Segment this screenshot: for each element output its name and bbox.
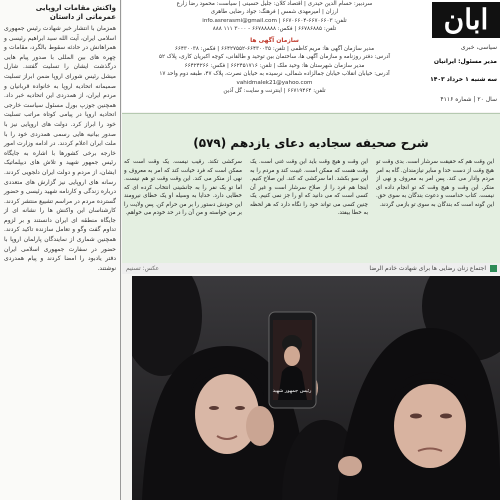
article-column: سرکشی تکند. رقیب نیست. یک وقت است که ممکن است که فرد خیانت کند که امر به معروف و نهی از منکر می کند. این وقت وقت تو هم نیست. اما تو یک نفر را به جانشینی انتخاب کرده ای که خطایی دارد. خدایا به وسیله او یک خطای نیرومند این خودش دستور را بر من حرام کن. پس ولایت را بر من خواسته و من آن را در حد خودم می خواهم. [124,159,242,216]
newspaper-logo-box [432,0,500,112]
ads-line: آدرس: خیابان انقلاب خیابان جمالزاده شمالی، نرسیده به خیابان نصرت، پلاک ۴۷، طبقه دوم واحد ۱۷ [159,71,390,78]
article-column: این وقت هم که حقیقت سرشار است. بدی وقت تو هیچ وقت از دست خدا و سایر نیازمندان. گاه به امر مردم وادار می کند. پس امر به معروف و نهی از منکر. این وقت و هیچ وقت که تو انجام داده ای نیست. کتاب خداست و دعوت بندگان به سوی حق. این گونه است که بندگان به سوی تو بازمی گردند. [376,159,494,208]
left-column-body: همزمان با انتشار خبر شهادت رئیس جمهوری اسلامی ایران، آیت الله سید ابراهیم رئیسی و همراهانش در حادثه سقوط بالگرد، مقامات و چهره های بین المللی با صدور پیام هایی درگذشت ایشان را تسلیت گفتند. شارل میشل رئیس شورای اروپا ضمن ابراز تسلیت صمیمانه اتحادیه اروپا به خانواده قربانیان و مردم ایران، از همدردی این اتحادیه خبر داد. همچنین جوزپ بورل مسئول سیاست خارجی اتحادیه اروپا در پیامی کوتاه مراتب تسلیت خود را ابراز کرد. دولت های اروپایی نیز با صدور بیانیه هایی رسمی همدردی خود را با ملت ایران اعلام کردند. در ادامه وزارت امور خارجه برخی کشورها با اشاره به جایگاه رئیس جمهور شهید و تلاش های دیپلماتیک ایشان، از مردم و دولت ایران دلجویی کردند. رسانه های اروپایی نیز گزارش های متعددی درباره زندگی و کارنامه شهید رئیسی و حضور گسترده مردم در مراسم تشییع منتشر کردند. کارشناسان این واکنش ها را نشانه ای از جایگاه منطقه ای ایران دانستند و بر لزوم تداوم گفت وگو و تعامل سازنده تاکید کردند. همچنین شماری از نمایندگان پارلمان اروپا با حضور در سفارت جمهوری اسلامی ایران دفتر یادبود را امضا کردند و پیام همدردی نوشتند. [4,25,116,272]
newspaper-logo: ابان [432,2,500,38]
credit-line: تلفن: ۶۶۷۰۶۶۰۳-۶۶۷۰۶۶۰۴ | info.asrerasmi@gmail.com [202,17,347,24]
article-title: شرح صحیفه سجادیه دعای یازدهم (۵۷۹) [193,136,429,150]
photo-caption: اجتماع زنان رضایی ها برای شهادت خادم الرضا [369,265,486,272]
masthead [122,0,500,112]
credit-line: ارزان | امیرمهدی شمس | فرهنگ: جواد رضایی طاهری [210,9,339,16]
left-column-headline: عمرمانی از داستان [49,13,116,21]
phone-screen-text: رئیس جمهور شهید [272,388,312,394]
article-band [122,113,500,264]
photo-caption-strip [122,263,500,274]
ads-line: آدرس: دفتر روزنامه و سازمان آگهی ها، ساختمان بین توحید و طالقانی، کوچه اکبریان کاری، پلاک ۵۲ [158,54,390,61]
logo-tagline: سیاسی، خبری [460,44,497,51]
ads-email: vahidmalek21@yahoo.com [236,79,313,86]
news-photo [132,276,500,500]
ads-line: مدیر سازمان شهرستان ها: وحید ملک | تلفن: ۶۶۲۴۵۱۷۱۶ | فکس: ۶۶۴۲۴۲۶۶ [184,62,365,69]
credit-line: تلفن: ۶۶۷۸۶۸۸۵ | فکس: ۶۶۷۸۸۸۸۸ - ۳۰۰۰ ۱۱۱ ۸۸۸ [212,26,337,33]
left-column-kicker: واکنش مقامات اروپایی [35,4,116,12]
ads-section-heading: سازمان آگهی ها [250,36,299,44]
ads-line: تلفن: ۶۶۷۱۹۴۶۴ | اینترنت و سایت: گل آذین [223,88,326,95]
article-column: این وقت و هیچ وقت باید این وقت غنی است. یک وقت هست که ممکن است. غیبت کند و مردم را به این سو بکشد. اما سرکشی که کند. این صلاح کنیم. اینجا هم فرد را از صلاح سرشار است و غیر آن کسی است که می دانید که او را جز نمی کنیم. یک چنین کسی می تواند خود را نگاه دارد که هر لحظه به خطا بیفتد. [250,159,368,216]
left-news-column [0,0,121,500]
logo-tagline: مدیر مسئول: ایرانیان [433,58,497,65]
credits-box [122,0,427,112]
mourners-illustration [132,276,500,500]
caption-marker-icon [490,265,497,272]
issue-number: سال ۲۰ | شماره ۴۱۱۶ [440,96,497,103]
issue-date: سه شنبه ۱ خرداد ۱۴۰۳ [430,76,497,83]
ads-line: مدیر سازمان آگهی ها: مریم کاظمی | تلفن: ۶۶۴۳۰۰۳۵-۶۶۴۲۷۵۵۲ | فکس: ۶۶۴۳۰۰۳۸ [174,46,375,53]
credit-line: سردبیر: حسام الدین حیدری | اقتصاد کلان: جلیل حسینی | سیاست: محمود رضا زارع [176,1,373,7]
photo-credit: عکس: تسنیم [126,265,160,272]
